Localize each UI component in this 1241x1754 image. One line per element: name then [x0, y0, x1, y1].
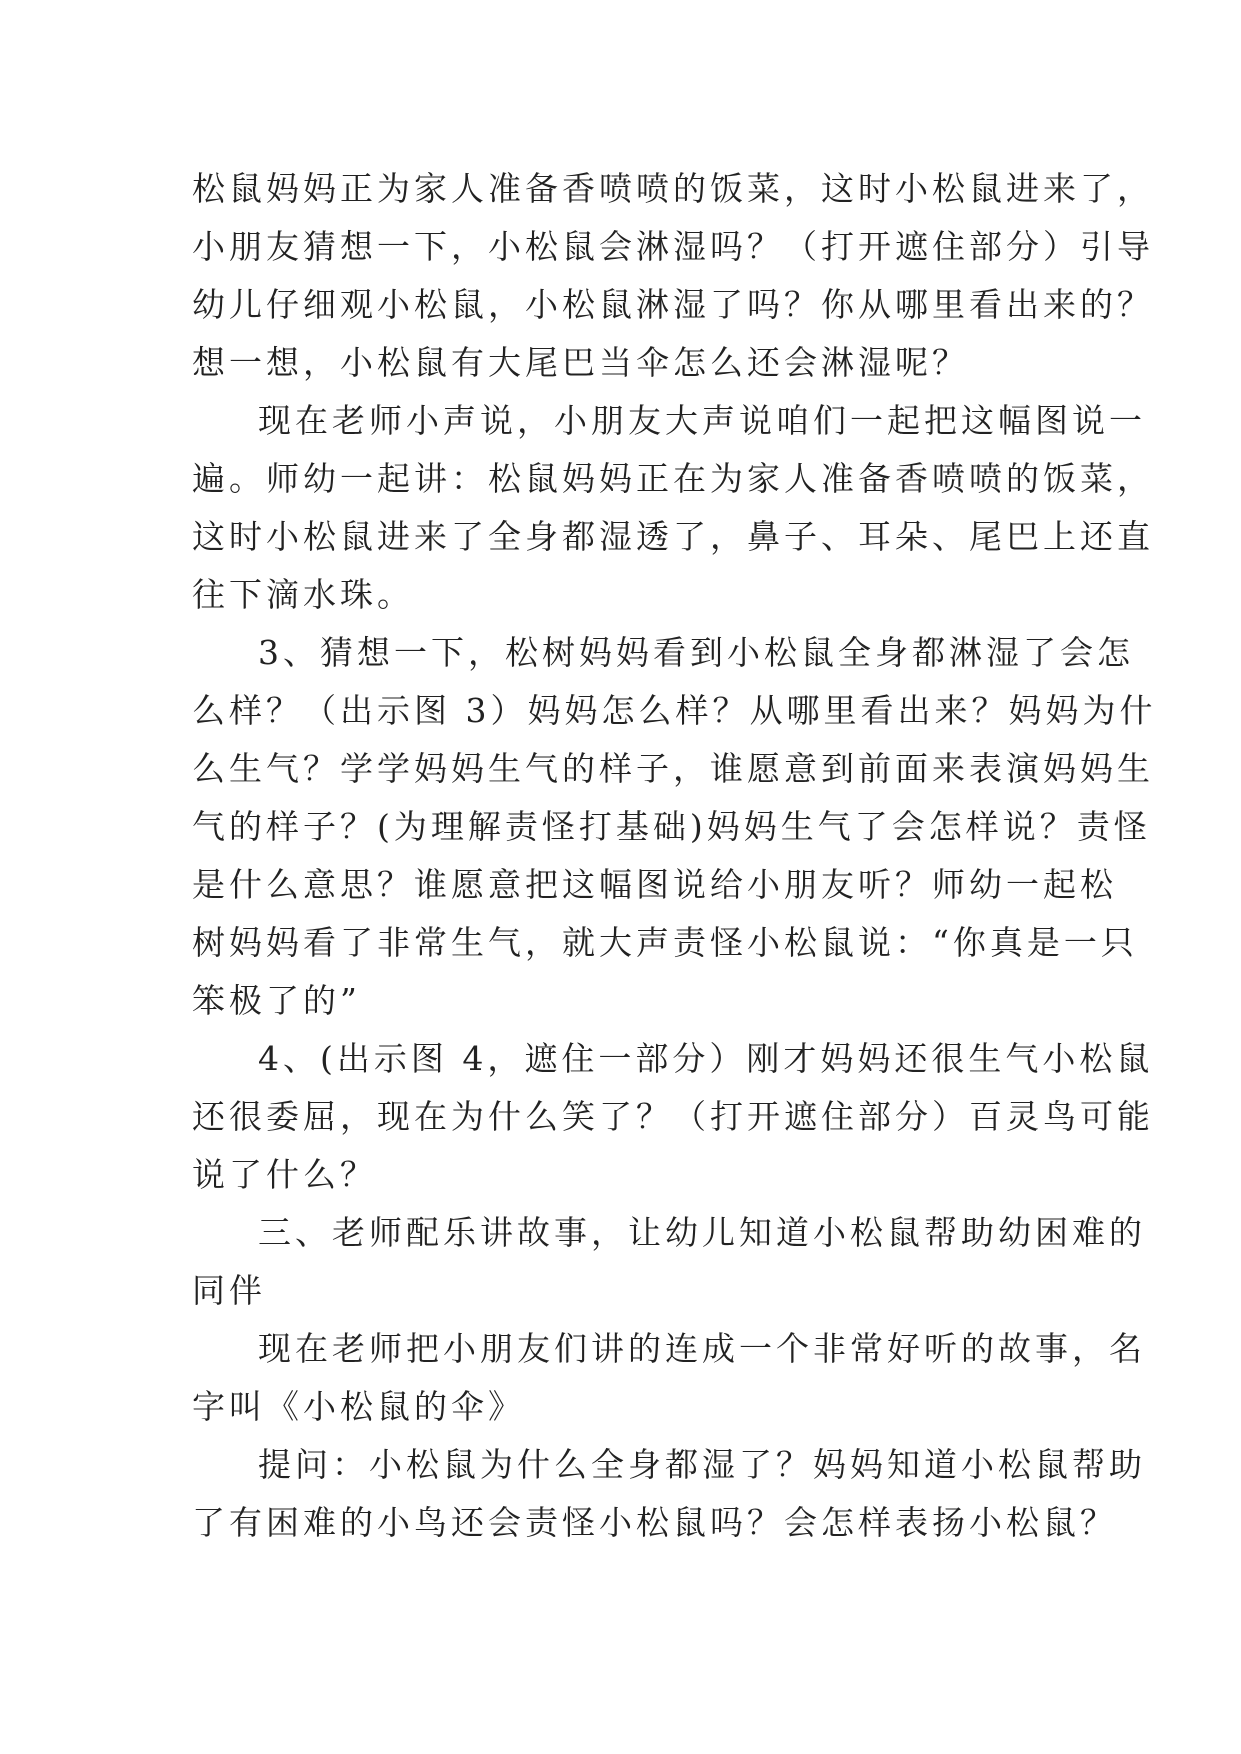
paragraph-3-line-7: 笨极了的”	[192, 981, 361, 1020]
paragraph-4-line-1: 4、(出示图 4，遮住一部分）刚才妈妈还很生气小松鼠	[258, 1039, 1154, 1078]
paragraph-6-line-1: 现在老师把小朋友们讲的连成一个非常好听的故事，名	[258, 1329, 1146, 1368]
paragraph-3-line-3: 么生气？学学妈妈生气的样子，谁愿意到前面来表演妈妈生	[192, 749, 1154, 788]
paragraph-2-line-2: 遍。师幼一起讲：松鼠妈妈正在为家人准备香喷喷的饭菜，	[192, 459, 1154, 498]
paragraph-1-line-1: 松鼠妈妈正为家人准备香喷喷的饭菜，这时小松鼠进来了，	[192, 169, 1154, 208]
paragraph-5-line-2: 同伴	[192, 1271, 266, 1310]
paragraph-7-line-1: 提问：小松鼠为什么全身都湿了？妈妈知道小松鼠帮助	[258, 1445, 1146, 1484]
paragraph-6-line-2: 字叫《小松鼠的伞》	[192, 1387, 525, 1426]
paragraph-3-line-4: 气的样子？(为理解责怪打基础)妈妈生气了会怎样说？责怪	[192, 807, 1151, 846]
document-body	[192, 160, 1157, 1552]
paragraph-5-line-1: 三、老师配乐讲故事，让幼儿知道小松鼠帮助幼困难的	[258, 1213, 1146, 1252]
paragraph-1-line-3: 幼儿仔细观小松鼠，小松鼠淋湿了吗？你从哪里看出来的？	[192, 285, 1154, 324]
paragraph-7-line-2: 了有困难的小鸟还会责怪小松鼠吗？会怎样表扬小松鼠？	[192, 1503, 1117, 1542]
paragraph-4-line-2: 还很委屈，现在为什么笑了？（打开遮住部分）百灵鸟可能	[192, 1097, 1154, 1136]
paragraph-3-line-2: 么样？（出示图 3）妈妈怎么样？从哪里看出来？妈妈为什	[192, 691, 1157, 730]
paragraph-3-line-5: 是什么意思？谁愿意把这幅图说给小朋友听？师幼一起松	[192, 865, 1117, 904]
paragraph-2-line-1: 现在老师小声说，小朋友大声说咱们一起把这幅图说一	[258, 401, 1146, 440]
paragraph-3-line-6: 树妈妈看了非常生气，就大声责怪小松鼠说：“你真是一只	[192, 923, 1138, 962]
paragraph-4-line-3: 说了什么？	[192, 1155, 377, 1194]
paragraph-2-line-4: 往下滴水珠。	[192, 575, 414, 614]
paragraph-2-line-3: 这时小松鼠进来了全身都湿透了，鼻子、耳朵、尾巴上还直	[192, 517, 1154, 556]
paragraph-1-line-4: 想一想，小松鼠有大尾巴当伞怎么还会淋湿呢？	[192, 343, 969, 382]
paragraph-1-line-2: 小朋友猜想一下，小松鼠会淋湿吗？（打开遮住部分）引导	[192, 227, 1154, 266]
paragraph-3-line-1: 3、猜想一下，松树妈妈看到小松鼠全身都淋湿了会怎	[258, 633, 1134, 672]
